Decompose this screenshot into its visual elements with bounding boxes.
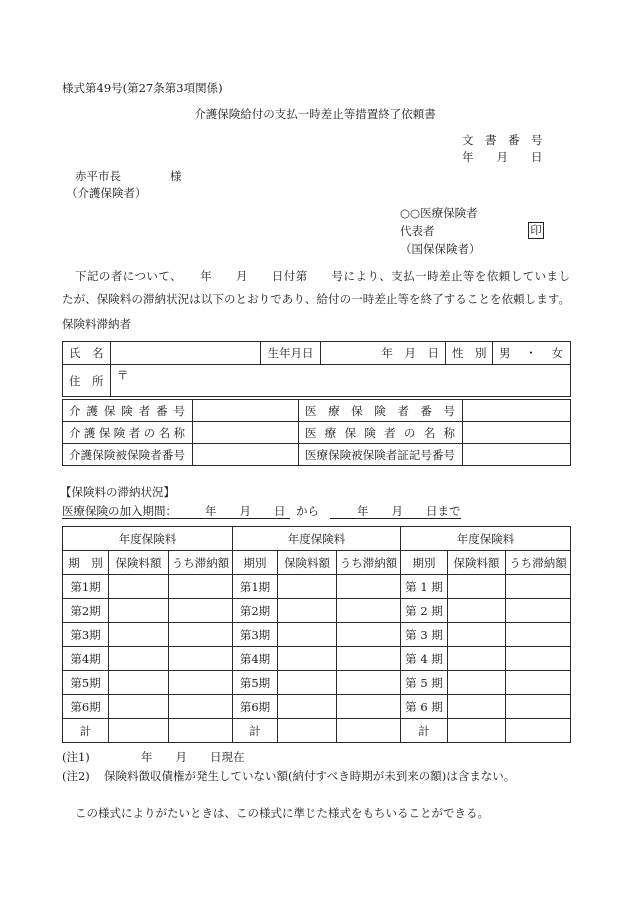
arrears-amount-cell — [169, 695, 233, 719]
premium-amount-cell — [448, 599, 506, 623]
arrears-amount-cell — [506, 623, 571, 647]
delinquent-heading: 保険料滞納者 — [62, 317, 131, 331]
note-1-text: 年 月 日現在 — [141, 750, 245, 764]
arrears-total-cell — [337, 719, 401, 743]
medical-insured-card-number-label: 医療保険被保険者証記号番号 — [299, 444, 463, 466]
arrears-column-header: うち滞納額 — [169, 551, 233, 575]
period-label: 第 6 期 — [401, 695, 448, 719]
arrears-amount-cell — [506, 599, 571, 623]
sex-options: 男 ・ 女 — [493, 342, 571, 365]
fiscal-year-header-row — [63, 527, 571, 551]
name-value-cell — [111, 342, 261, 365]
premium-amount-cell — [278, 671, 337, 695]
addressee-role: （介護保険者） — [66, 186, 147, 200]
insurer-row — [63, 422, 571, 444]
arrears-total-cell — [506, 719, 571, 743]
total-row — [63, 719, 571, 743]
column-header-row — [63, 551, 571, 575]
premium-amount-cell — [278, 647, 337, 671]
premium-amount-cell — [278, 575, 337, 599]
body-line-1: 下記の者について、 年 月 日付第 号により、支払一時差止等を依頼していまし — [75, 269, 570, 283]
arrears-amount-cell — [337, 695, 401, 719]
enrollment-period-to — [330, 504, 461, 519]
premium-total-cell — [109, 719, 169, 743]
premium-amount-cell — [448, 623, 506, 647]
period-label: 第 2 期 — [401, 599, 448, 623]
address-label: 住 所 — [63, 365, 111, 397]
period-row — [63, 599, 571, 623]
premium-amount-cell — [109, 623, 169, 647]
medical-insurer-number-cell — [463, 400, 571, 422]
premium-amount-cell — [448, 695, 506, 719]
total-label: 計 — [401, 719, 448, 743]
premium-amount-cell — [278, 599, 337, 623]
insurer-table — [62, 399, 571, 466]
care-insurer-name-label: 介護保険者の名称 — [63, 422, 193, 444]
enrollment-period-label: 医療保険の加入期間： — [62, 504, 177, 518]
premium-amount-cell — [109, 695, 169, 719]
arrears-table — [62, 526, 571, 743]
period-label: 第 4 期 — [401, 647, 448, 671]
arrears-amount-cell — [337, 647, 401, 671]
sender-insurer: ○○医療保険者 — [400, 206, 478, 220]
premium-amount-cell — [109, 671, 169, 695]
premium-amount-cell — [448, 575, 506, 599]
period-label: 第4期 — [233, 647, 278, 671]
premium-total-cell — [278, 719, 337, 743]
premium-column-header: 保険料額 — [278, 551, 337, 575]
arrears-amount-cell — [169, 575, 233, 599]
premium-amount-cell — [109, 575, 169, 599]
period-row — [63, 623, 571, 647]
period-row — [63, 647, 571, 671]
total-label: 計 — [63, 719, 109, 743]
premium-amount-cell — [109, 599, 169, 623]
period-label: 第1期 — [63, 575, 109, 599]
note-2-mark: (注2) — [62, 769, 90, 783]
address-value-cell — [111, 365, 571, 397]
delinquent-person-table — [62, 341, 571, 397]
medical-insurer-name-cell — [463, 422, 571, 444]
premium-amount-cell — [109, 647, 169, 671]
sender-role: （国保保険者） — [400, 242, 481, 256]
care-insured-number-label: 介護保険被保険者番号 — [63, 444, 193, 466]
premium-amount-cell — [448, 671, 506, 695]
care-insurer-name-cell — [193, 422, 299, 444]
enrollment-period-from — [62, 504, 290, 519]
period-label: 第4期 — [63, 647, 109, 671]
enrollment-end-date: 年 月 日まで — [357, 504, 461, 518]
insurer-row — [63, 444, 571, 466]
period-label: 第 5 期 — [401, 671, 448, 695]
period-row — [63, 575, 571, 599]
period-label: 第6期 — [233, 695, 278, 719]
note-1-mark: (注1) — [62, 750, 90, 764]
care-insurer-number-cell — [193, 400, 299, 422]
period-label: 第5期 — [63, 671, 109, 695]
sender-representative: 代表者 — [400, 224, 435, 238]
care-insured-number-cell — [193, 444, 299, 466]
period-column-header: 期 別 — [63, 551, 109, 575]
period-label: 第1期 — [233, 575, 278, 599]
premium-amount-cell — [278, 695, 337, 719]
document-date-label: 年 月 日 — [462, 150, 543, 164]
total-label: 計 — [233, 719, 278, 743]
arrears-amount-cell — [169, 647, 233, 671]
premium-column-header: 保険料額 — [448, 551, 506, 575]
arrears-amount-cell — [337, 599, 401, 623]
addressee-name: 赤平市長 — [75, 169, 121, 183]
arrears-amount-cell — [169, 671, 233, 695]
period-label: 第6期 — [63, 695, 109, 719]
medical-insurer-number-label: 医療保険者番号 — [299, 400, 463, 422]
birth-date-value: 年 月 日 — [321, 342, 446, 365]
footer-note: この様式によりがたいときは、この様式に準じた様式をもちいることができる。 — [75, 806, 489, 820]
body-line-2: たが、保険料の滞納状況は以下のとおりであり、給付の一時差止等を終了することを依頼します。 — [62, 292, 570, 306]
period-label: 第2期 — [63, 599, 109, 623]
postal-mark: 〒 — [117, 368, 129, 382]
document-title: 介護保険給付の支払一時差止等措置終了依頼書 — [194, 107, 436, 121]
period-label: 第 3 期 — [401, 623, 448, 647]
care-insurer-number-label: 介護保険者番号 — [63, 400, 193, 422]
name-row — [63, 342, 571, 365]
premium-column-header: 保険料額 — [109, 551, 169, 575]
enrollment-connector: から — [296, 504, 319, 518]
insurer-row — [63, 400, 571, 422]
arrears-amount-cell — [337, 671, 401, 695]
arrears-column-header: うち滞納額 — [337, 551, 401, 575]
arrears-amount-cell — [169, 623, 233, 647]
premium-amount-cell — [448, 647, 506, 671]
arrears-amount-cell — [506, 671, 571, 695]
premium-amount-cell — [278, 623, 337, 647]
premium-total-cell — [448, 719, 506, 743]
arrears-total-cell — [169, 719, 233, 743]
period-row — [63, 671, 571, 695]
period-column-header: 期別 — [233, 551, 278, 575]
period-label: 第3期 — [63, 623, 109, 647]
period-label: 第 1 期 — [401, 575, 448, 599]
arrears-amount-cell — [337, 575, 401, 599]
period-label: 第3期 — [233, 623, 278, 647]
addressee-honorific: 様 — [170, 169, 182, 183]
arrears-amount-cell — [506, 575, 571, 599]
name-label: 氏 名 — [63, 342, 111, 365]
fiscal-year-premium-header: 年度保険料 — [63, 527, 233, 551]
arrears-amount-cell — [337, 623, 401, 647]
arrears-amount-cell — [506, 647, 571, 671]
sex-label: 性 別 — [446, 342, 493, 365]
arrears-column-header: うち滞納額 — [506, 551, 571, 575]
arrears-amount-cell — [169, 599, 233, 623]
medical-insurer-name-label: 医療保険者の名称 — [299, 422, 463, 444]
seal-box: 印 — [528, 222, 544, 239]
period-label: 第2期 — [233, 599, 278, 623]
address-row — [63, 365, 571, 397]
fiscal-year-premium-header: 年度保険料 — [401, 527, 571, 551]
arrears-heading: 【保険料の滞納状況】 — [60, 485, 175, 499]
fiscal-year-premium-header: 年度保険料 — [233, 527, 401, 551]
period-column-header: 期別 — [401, 551, 448, 575]
medical-insured-card-number-cell — [463, 444, 571, 466]
enrollment-start-date: 年 月 日 — [205, 504, 286, 518]
birth-date-label: 生年月日 — [261, 342, 321, 365]
arrears-amount-cell — [506, 695, 571, 719]
period-label: 第5期 — [233, 671, 278, 695]
note-2-text: 保険料徴収債権が発生していない額(納付すべき時期が未到来の額)は含まない。 — [104, 769, 516, 783]
form-number: 様式第49号(第27条第3項関係) — [62, 81, 223, 95]
document-number-label: 文 書 番 号 — [462, 133, 543, 147]
period-row — [63, 695, 571, 719]
